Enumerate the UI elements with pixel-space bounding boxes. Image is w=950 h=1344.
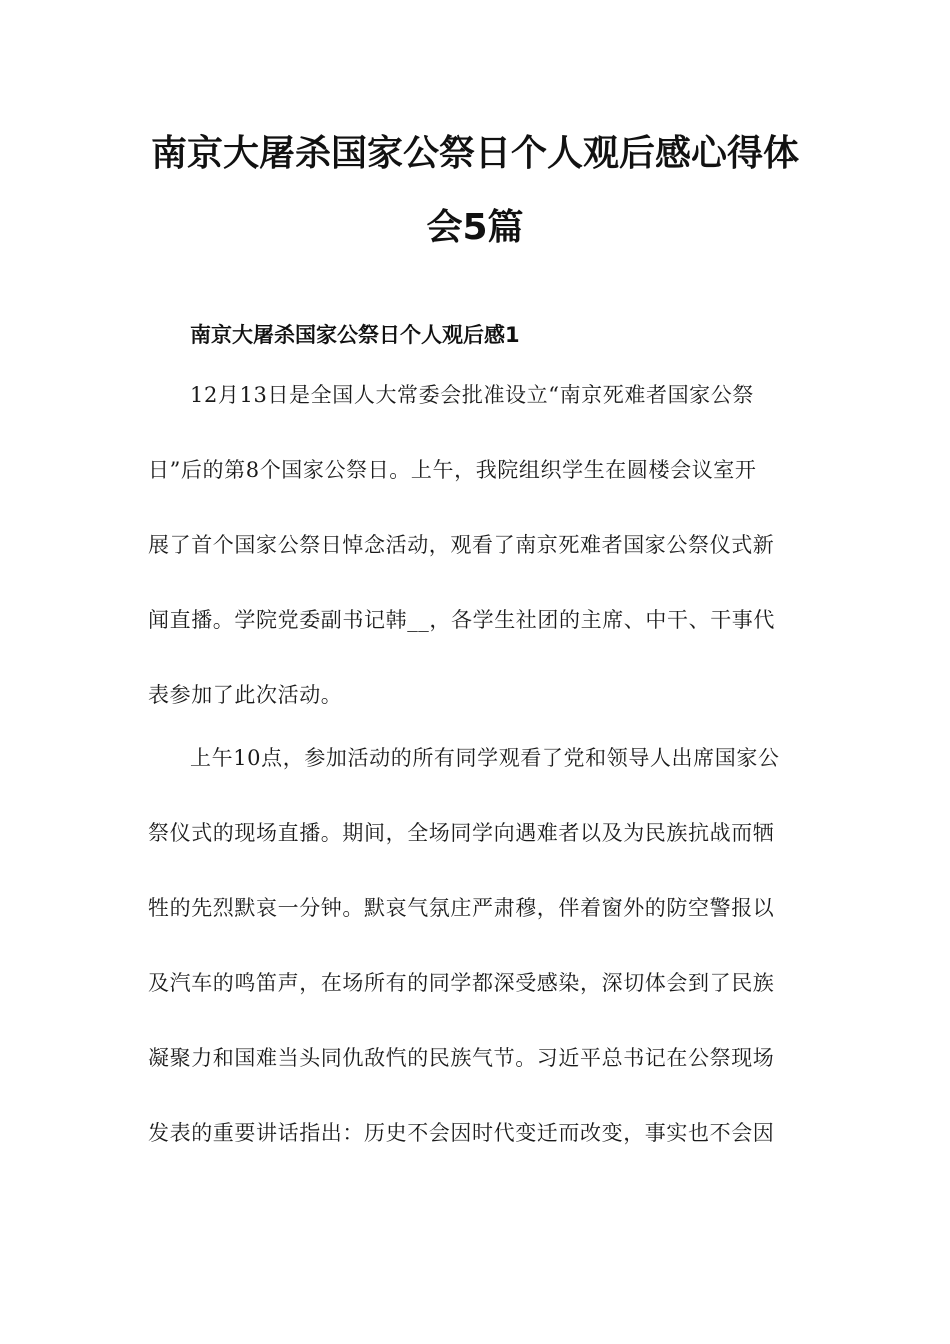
body-line-6: 上午10点，参加活动的所有同学观看了党和领导人出席国家公 bbox=[190, 746, 780, 770]
body-line-7: 祭仪式的现场直播。期间，全场同学向遇难者以及为民族抗战而牺 bbox=[148, 821, 775, 845]
body-line-8: 牲的先烈默哀一分钟。默哀气氛庄严肃穆，伴着窗外的防空警报以 bbox=[148, 896, 775, 920]
body-line-9: 及汽车的鸣笛声，在场所有的同学都深受感染，深切体会到了民族 bbox=[148, 971, 775, 995]
title-line-1: 南京大屠杀国家公祭日个人观后感心得体 bbox=[150, 133, 799, 174]
body-line-4: 闻直播。学院党委副书记韩__，各学生社团的主席、中干、干事代 bbox=[148, 608, 775, 632]
body-line-2: 日”后的第8个国家公祭日。上午，我院组织学生在圆楼会议室开 bbox=[148, 458, 757, 482]
body-line-10: 凝聚力和国难当头同仇敌忾的民族气节。习近平总书记在公祭现场 bbox=[148, 1046, 775, 1070]
section-heading: 南京大屠杀国家公祭日个人观后感1 bbox=[190, 323, 520, 347]
body-line-5: 表参加了此次活动。 bbox=[148, 683, 343, 707]
body-line-1: 12月13日是全国人大常委会批准设立“南京死难者国家公祭 bbox=[190, 383, 754, 407]
body-line-11: 发表的重要讲话指出：历史不会因时代变迁而改变，事实也不会因 bbox=[148, 1121, 775, 1145]
title-line-2: 会5篇 bbox=[426, 207, 524, 248]
body-line-3: 展了首个国家公祭日悼念活动，观看了南京死难者国家公祭仪式新 bbox=[148, 533, 775, 557]
